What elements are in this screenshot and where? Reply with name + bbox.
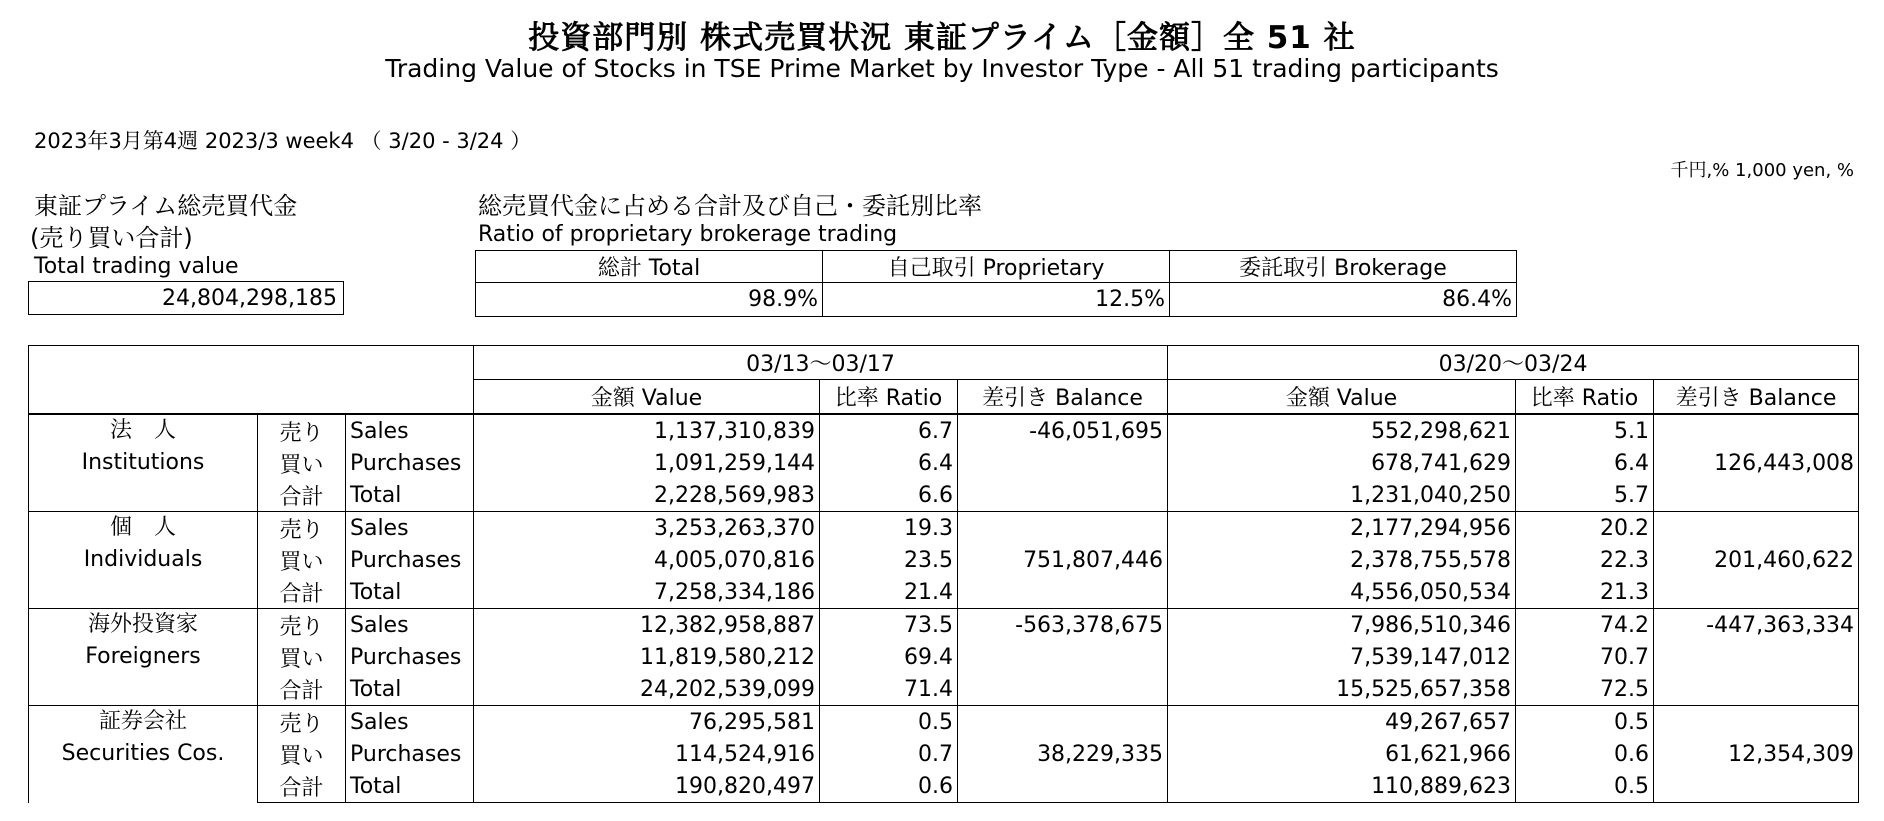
period-label: 2023年3月第4週 2023/3 week4 （ 3/20 - 3/24 ） (34, 129, 532, 153)
trade-type-ja: 合計 (258, 479, 346, 512)
total-value-label-ja: 東証プライム総売買代金 (34, 192, 298, 220)
ratio-1-cell: 71.4 (820, 673, 958, 706)
value-1-cell: 4,005,070,816 (474, 544, 820, 576)
trade-type-en: Total (346, 479, 474, 512)
ratio-table (475, 250, 1517, 317)
balance-1-cell: -46,051,695 (958, 414, 1168, 447)
trade-type-en: Purchases (346, 544, 474, 576)
ratio-1-cell: 6.4 (820, 447, 958, 479)
ratio-1-cell: 21.4 (820, 576, 958, 609)
value-2-cell: 15,525,657,358 (1168, 673, 1516, 706)
trade-type-ja: 売り (258, 414, 346, 447)
investor-type-table (28, 345, 1859, 803)
total-value-label-ja-sub: (売り買い合計) (30, 224, 193, 252)
trade-type-en: Total (346, 673, 474, 706)
trade-type-ja: 合計 (258, 576, 346, 609)
header-value-2: 金額 Value (1168, 380, 1516, 415)
balance-1-cell (958, 706, 1168, 739)
value-2-cell: 2,378,755,578 (1168, 544, 1516, 576)
value-2-cell: 49,267,657 (1168, 706, 1516, 739)
value-2-cell: 7,986,510,346 (1168, 609, 1516, 642)
ratio-value-brokerage: 86.4% (1170, 283, 1517, 317)
ratio-2-cell: 6.4 (1516, 447, 1654, 479)
table-row (29, 706, 1859, 739)
ratio-header-brokerage: 委託取引 Brokerage (1170, 251, 1517, 283)
ratio-value-proprietary: 12.5% (823, 283, 1170, 317)
balance-2-cell: 201,460,622 (1654, 544, 1859, 576)
header-corner-lower (29, 380, 474, 415)
investor-type-cell (29, 414, 258, 512)
trade-type-en: Total (346, 770, 474, 803)
balance-2-cell: -447,363,334 (1654, 609, 1859, 642)
table-row (29, 414, 1859, 447)
balance-1-cell: 751,807,446 (958, 544, 1168, 576)
page-subtitle: Trading Value of Stocks in TSE Prime Market by Investor Type - All 51 trading participants (385, 54, 1499, 83)
balance-2-cell (1654, 706, 1859, 739)
ratio-2-cell: 5.7 (1516, 479, 1654, 512)
ratio-2-cell: 0.6 (1516, 738, 1654, 770)
trade-type-ja: 買い (258, 641, 346, 673)
ratio-2-cell: 20.2 (1516, 512, 1654, 545)
table-body (29, 414, 1859, 803)
balance-1-cell (958, 673, 1168, 706)
ratio-1-cell: 19.3 (820, 512, 958, 545)
ratio-2-cell: 21.3 (1516, 576, 1654, 609)
investor-type-cell (29, 512, 258, 609)
header-row-columns (29, 380, 1859, 415)
table-row (29, 770, 1859, 803)
value-2-cell: 552,298,621 (1168, 414, 1516, 447)
balance-1-cell (958, 512, 1168, 545)
header-period-1: 03/13～03/17 (474, 346, 1168, 380)
ratio-header-total: 総計 Total (476, 251, 823, 283)
table-row (29, 609, 1859, 642)
balance-2-cell (1654, 770, 1859, 803)
ratio-label-ja: 総売買代金に占める合計及び自己・委託別比率 (478, 192, 982, 220)
investor-type-en: Securities Cos. (61, 741, 225, 766)
balance-1-cell (958, 447, 1168, 479)
value-2-cell: 110,889,623 (1168, 770, 1516, 803)
balance-2-cell (1654, 512, 1859, 545)
ratio-2-cell: 5.1 (1516, 414, 1654, 447)
balance-2-cell (1654, 673, 1859, 706)
table-row (29, 447, 1859, 479)
ratio-header-proprietary: 自己取引 Proprietary (823, 251, 1170, 283)
table-row (29, 512, 1859, 545)
ratio-1-cell: 6.7 (820, 414, 958, 447)
trade-type-en: Sales (346, 609, 474, 642)
balance-1-cell (958, 576, 1168, 609)
ratio-2-cell: 0.5 (1516, 706, 1654, 739)
ratio-1-cell: 23.5 (820, 544, 958, 576)
value-1-cell: 11,819,580,212 (474, 641, 820, 673)
trade-type-ja: 合計 (258, 673, 346, 706)
ratio-1-cell: 0.6 (820, 770, 958, 803)
investor-type-en: Institutions (81, 450, 205, 475)
ratio-2-cell: 0.5 (1516, 770, 1654, 803)
trade-type-en: Purchases (346, 738, 474, 770)
header-value-1: 金額 Value (474, 380, 820, 415)
investor-type-en: Individuals (83, 547, 203, 572)
header-period-2: 03/20～03/24 (1168, 346, 1859, 380)
header-balance-1: 差引き Balance (958, 380, 1168, 415)
value-1-cell: 12,382,958,887 (474, 609, 820, 642)
ratio-2-cell: 74.2 (1516, 609, 1654, 642)
trade-type-ja: 買い (258, 738, 346, 770)
table-row (29, 576, 1859, 609)
investor-type-ja: 証券会社 (98, 709, 187, 734)
trade-type-en: Total (346, 576, 474, 609)
trade-type-en: Sales (346, 706, 474, 739)
balance-2-cell (1654, 479, 1859, 512)
value-2-cell: 678,741,629 (1168, 447, 1516, 479)
header-ratio-2: 比率 Ratio (1516, 380, 1654, 415)
trade-type-en: Purchases (346, 641, 474, 673)
ratio-2-cell: 70.7 (1516, 641, 1654, 673)
ratio-1-cell: 73.5 (820, 609, 958, 642)
header-ratio-1: 比率 Ratio (820, 380, 958, 415)
header-corner (29, 346, 474, 380)
ratio-label-en: Ratio of proprietary brokerage trading (478, 222, 898, 247)
ratio-1-cell: 69.4 (820, 641, 958, 673)
ratio-2-cell: 72.5 (1516, 673, 1654, 706)
value-1-cell: 114,524,916 (474, 738, 820, 770)
value-2-cell: 2,177,294,956 (1168, 512, 1516, 545)
trade-type-ja: 買い (258, 544, 346, 576)
value-1-cell: 2,228,569,983 (474, 479, 820, 512)
value-1-cell: 76,295,581 (474, 706, 820, 739)
balance-1-cell: -563,378,675 (958, 609, 1168, 642)
value-1-cell: 24,202,539,099 (474, 673, 820, 706)
trade-type-en: Sales (346, 512, 474, 545)
ratio-1-cell: 0.7 (820, 738, 958, 770)
total-value: 24,804,298,185 (162, 286, 337, 311)
balance-1-cell (958, 641, 1168, 673)
total-value-cell (28, 281, 344, 315)
investor-type-en: Foreigners (85, 644, 201, 669)
trade-type-ja: 売り (258, 706, 346, 739)
balance-1-cell: 38,229,335 (958, 738, 1168, 770)
investor-type-ja: 海外投資家 (87, 612, 198, 637)
trade-type-ja: 買い (258, 447, 346, 479)
table-row (29, 641, 1859, 673)
ratio-value-total: 98.9% (476, 283, 823, 317)
value-1-cell: 190,820,497 (474, 770, 820, 803)
unit-label: 千円,% 1,000 yen, % (1670, 160, 1854, 181)
balance-2-cell (1654, 414, 1859, 447)
investor-type-ja: 個 人 (109, 515, 176, 540)
investor-type-cell (29, 706, 258, 803)
total-value-label-en: Total trading value (34, 254, 239, 279)
balance-2-cell: 12,354,309 (1654, 738, 1859, 770)
balance-1-cell (958, 770, 1168, 803)
balance-1-cell (958, 479, 1168, 512)
table-row (29, 673, 1859, 706)
trade-type-en: Purchases (346, 447, 474, 479)
table-row (29, 544, 1859, 576)
trade-type-ja: 合計 (258, 770, 346, 803)
ratio-1-cell: 0.5 (820, 706, 958, 739)
balance-2-cell (1654, 576, 1859, 609)
table-row (29, 738, 1859, 770)
balance-2-cell (1654, 641, 1859, 673)
value-2-cell: 1,231,040,250 (1168, 479, 1516, 512)
value-2-cell: 61,621,966 (1168, 738, 1516, 770)
value-2-cell: 4,556,050,534 (1168, 576, 1516, 609)
header-balance-2: 差引き Balance (1654, 380, 1859, 415)
trade-type-en: Sales (346, 414, 474, 447)
ratio-2-cell: 22.3 (1516, 544, 1654, 576)
investor-type-ja: 法 人 (109, 418, 176, 443)
header-row-period (29, 346, 1859, 380)
value-1-cell: 3,253,263,370 (474, 512, 820, 545)
value-1-cell: 1,137,310,839 (474, 414, 820, 447)
value-1-cell: 1,091,259,144 (474, 447, 820, 479)
investor-type-cell (29, 609, 258, 706)
page-title: 投資部門別 株式売買状況 東証プライム［金額］全 51 社 (528, 20, 1356, 56)
value-1-cell: 7,258,334,186 (474, 576, 820, 609)
value-2-cell: 7,539,147,012 (1168, 641, 1516, 673)
table-row (29, 479, 1859, 512)
balance-2-cell: 126,443,008 (1654, 447, 1859, 479)
ratio-1-cell: 6.6 (820, 479, 958, 512)
trade-type-ja: 売り (258, 512, 346, 545)
trade-type-ja: 売り (258, 609, 346, 642)
